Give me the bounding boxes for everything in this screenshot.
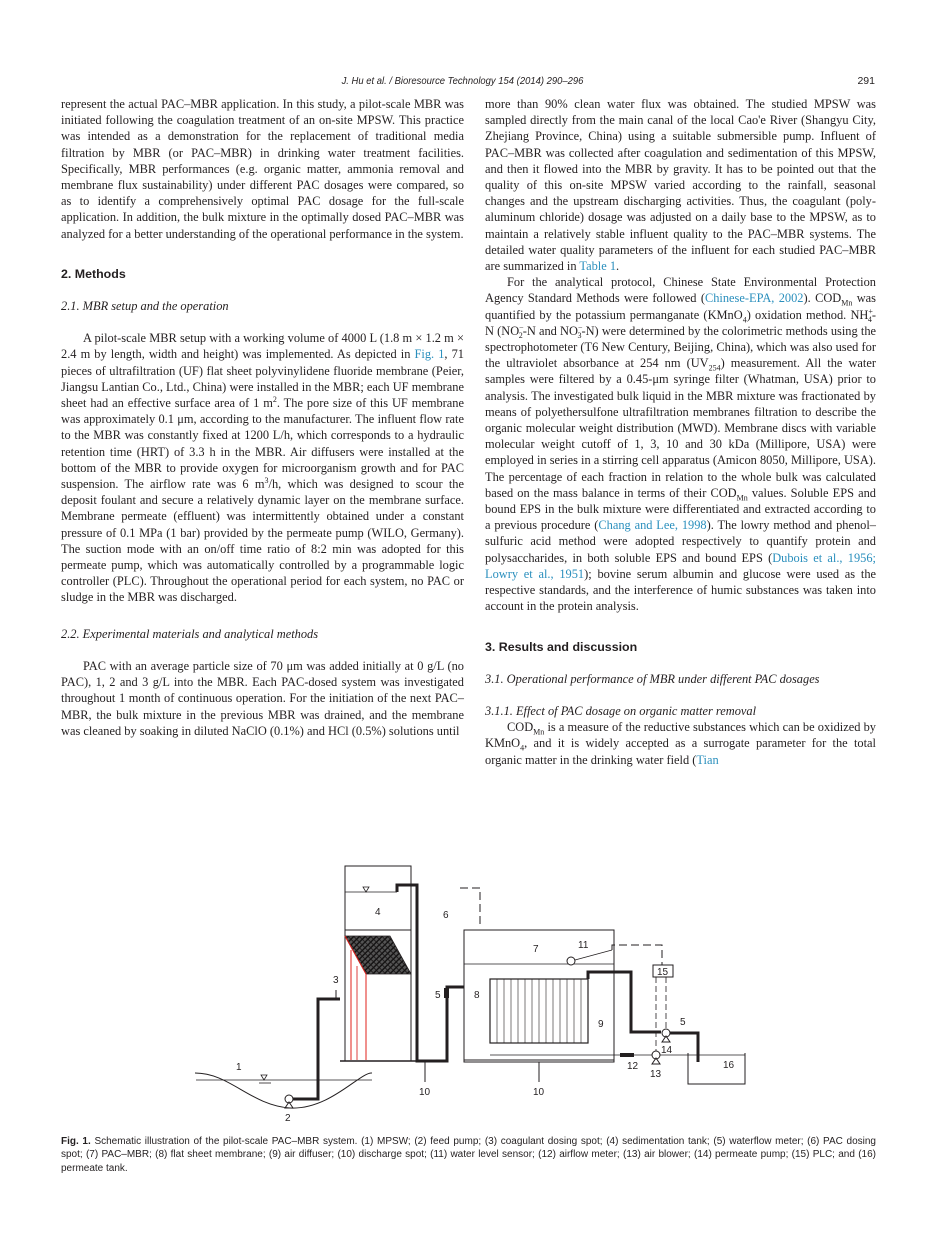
text-run: ) measurement. All the water samples were filtered by a 0.45-μm syringe filter (Whatman, USA) prior to analysis. The investigated bulk liquid in the MBR mixture was fractionated by means of polyethersulfone ultrafiltration membranes filtration to describe the organic molecular weight distribution (MWD). Membrane discs with variable molecular weight cutoff of 1, 3, 10 and 30 kDa (Millipore, USA) were employed in series in a stirring cell apparatus (Amicon 8050, Millipore, USA). The percentage of each fraction in relation to the whole bulk was calculated based on the mass balance in terms of their COD (485, 356, 876, 500)
fig1-link[interactable]: Fig. 1 (414, 347, 445, 362)
figure-1-schematic (180, 860, 900, 1130)
text-run: A pilot-scale MBR setup with a working volume of 4000 L (1.8 m × 1.2 m × 2.4 m by length, width and height) was implemented. As depicted in (61, 331, 464, 362)
label-5b: 5 (680, 1017, 686, 1028)
text-run: . (616, 259, 620, 274)
text-run: ); bovine serum albumin and glucose were used as the respective standards, and the interference of humic substances was taken into account in the protein analysis. (485, 566, 877, 614)
subscript: 254 (708, 363, 721, 373)
label-11: 11 (578, 940, 589, 951)
subscript: 4 (867, 315, 872, 325)
text-run: . The pore size of this UF membrane was approximately 0.1 μm, according to the manufacturer. The influent flow rate to the MBR was constantly fixed at 1200 L/h, which corresponds to a hydraulic retention time (HRT) of 3.3 h in the MBR. Air diffusers were installed at the bottom of the MBR to provide oxygen for microorganism growth and for PAC suspension. The airflow rate was 6 m (61, 396, 464, 492)
dubois-lowry-link[interactable]: Dubois et al., 1956; Lowry et al., 1951 (485, 550, 876, 581)
subscript: Mn (533, 727, 545, 737)
page-number: 291 (857, 75, 875, 87)
chang-lee-link[interactable]: Chang and Lee, 1998 (598, 518, 707, 533)
label-9: 9 (598, 1019, 604, 1030)
label-16: 16 (723, 1060, 735, 1071)
superscript: + (868, 306, 873, 316)
chinese-epa-link[interactable]: Chinese-EPA, 2002 (704, 291, 804, 306)
subscript: 3 (577, 331, 582, 341)
subscript: Mn (736, 493, 748, 503)
sedimentation-tank (340, 866, 431, 1061)
text-run: values. Soluble EPS and bound EPS in the bulk mixture were differentiated and extracted according to a previous procedure ( (485, 485, 876, 533)
subscript: Mn (841, 298, 853, 308)
subscript: 4 (742, 315, 747, 325)
text-run: -N (NO (485, 307, 876, 338)
feed-pump-icon (285, 1095, 293, 1108)
text-run: -N and NO (522, 323, 578, 338)
text-run: For the analytical protocol, Chinese State Environmental Protection Agency Standard Methods were followed ( (485, 275, 876, 306)
caption-label: Fig. 1. (61, 1136, 91, 1147)
text-run: more than 90% clean water flux was obtained. The studied MPSW was sampled directly from the main canal of the local Cao'e River (Shangyu City, Zhejiang Province, China) using a suitable submersible pump. Influent of PAC–MBR was collected after coagulation and sedimentation of this MPSW, and then it flowed into the MBR by gravity. It has to be pointed out that the quality of this on-site MPSW varied according to the rainfall, seasonal changes and the upstream discharging activities. Thus, the coagulant (poly-aluminum chloride) dosage was adjusted on a daily base to the MPSW, as to maintain a relatively stable influent quality to the PAC–MBR systems. The detailed water quality parameters of the influent for each studied PAC–MBR are summarized in (485, 97, 876, 274)
superscript: 2 (272, 394, 277, 404)
right-column (485, 96, 876, 768)
table1-link[interactable]: Table 1 (579, 259, 617, 274)
label-3: 3 (333, 975, 339, 986)
figure-caption (61, 1135, 876, 1175)
river-mpsw (195, 1073, 372, 1108)
subsection-heading-materials: 2.2. Experimental materials and analytical methods (61, 626, 319, 641)
running-head (0, 75, 925, 89)
label-5a: 5 (435, 990, 441, 1001)
sampling-paragraph (485, 96, 876, 274)
superscript: − (519, 322, 524, 332)
text-run: ) oxidation method. NH (746, 307, 869, 322)
text-run: ). The lowry method and phenol–sulfuric acid method were adopted respectively to quantify protein and polysaccharides, in both soluble EPS and bound EPS ( (485, 518, 876, 565)
subscript: 4 (520, 743, 525, 753)
tian-link[interactable]: Tian (696, 752, 719, 767)
caption-text: Schematic illustration of the pilot-scale PAC–MBR system. (1) MPSW; (2) feed pump; (3) coagulant dosing spot; (4) sedimentation tank; (5) waterflow meter; (6) PAC dosing spot; (7) PAC–MBR; (8) flat sheet membrane; (9) air diffuser; (10) discharge spot; (11) water level sensor; (12) airflow meter; (13) air blower; (14) permeate pump; (15) PLC; and (16) permeate tank. (61, 1136, 876, 1174)
label-2: 2 (285, 1113, 291, 1124)
text-run: , 71 pieces of ultrafiltration (UF) flat sheet polyvinylidene fluoride membrane (Peier, Jiangsu Lantian Co., Ltd., China) were installed in the MBR; each UF membrane sheet had an effective surface area of 1 m (61, 347, 464, 411)
label-1: 1 (236, 1062, 242, 1073)
text-run: , and it is widely accepted as a surrogate parameter for the total organic matter in the drinking water field ( (485, 736, 876, 767)
label-14: 14 (661, 1045, 673, 1056)
codmn-paragraph (485, 719, 876, 768)
subscript: 2 (518, 331, 523, 341)
label-13: 13 (650, 1069, 662, 1080)
text-run: COD (507, 720, 534, 735)
label-8: 8 (474, 990, 480, 1001)
intro-paragraph: represent the actual PAC–MBR application. In this study, a pilot-scale MBR was initiated following the coagulation treatment of an on-site MPSW. This practice was intended as a demonstration for the replacement of traditional media filtration by MBR (or PAC–MBR) in drinking water treatment facilities. Specifically, MBR performances (e.g. organic matter, ammonia removal and membrane flux sustainability) under different PAC dosages were compared, so as to identify a comprehensively optimal PAC dosage for the full-scale application. In addition, the bulk mixture in the optimally dosed PAC–MBR was analyzed for a better understanding of the operational performance in the system. (61, 97, 464, 241)
superscript: − (577, 322, 583, 332)
label-10a: 10 (419, 1087, 431, 1098)
subsection-heading-mbr-setup: 2.1. MBR setup and the operation (61, 299, 229, 314)
section-heading-results: 3. Results and discussion (485, 639, 638, 654)
mbr-setup-paragraph (61, 330, 464, 605)
text-run: was quantified by the potassium permanganate (KMnO (485, 291, 876, 322)
materials-paragraph: PAC with an average particle size of 70 μm was added initially at 0 g/L (no PAC), 1, 2 and 3 g/L into the MBR. Each PAC-dosed system was investigated throughout 1 month of continuous operation. For the initiation of the next PAC–MBR, the bulk mixture in the previous MBR was drained, and the membrane was cleaned by soaking in diluted NaClO (0.1%) and HCl (0.5%) solutions until (61, 658, 464, 738)
left-column (61, 96, 464, 739)
label-4: 4 (375, 907, 381, 918)
section-heading-methods: 2. Methods (61, 266, 126, 281)
subsection-heading-operational-performance: 3.1. Operational performance of MBR under different PAC dosages (485, 671, 820, 686)
label-10b: 10 (533, 1087, 545, 1098)
text-run: /h, which was designed to scour the deposit foulant and secure a relatively dynamic layer on the membrane surface. Membrane permeate (effluent) was intermittently obtained under a constant pressure of 0.1 MPa (1 bar) provided by the permeate pump (WILO, Germany). The suction mode with an on/off time ratio of 8:2 min was adopted for this permeate pump, which was automatically controlled by a programmable logic controller (PLC). Throughout the operational period for each system, no PAC or sludge in the MBR was discharged. (61, 477, 464, 605)
text-run: ). COD (803, 291, 842, 306)
label-15: 15 (657, 967, 669, 978)
label-7: 7 (533, 944, 539, 955)
label-12: 12 (627, 1061, 639, 1072)
text-run: -N) were determined by the colorimetric methods using the spectrophotometer (T6 New Century, Beijing, China), which was also used for the ultraviolet absorbance at 254 nm (UV (485, 323, 877, 371)
subsubsection-heading-organic-removal: 3.1.1. Effect of PAC dosage on organic matter removal (485, 703, 757, 718)
label-6: 6 (443, 910, 449, 921)
text-run: is a measure of the reductive substances which can be oxidized by KMnO (485, 720, 876, 751)
journal-citation: J. Hu et al. / Bioresource Technology 154 (2014) 290–296 (341, 75, 584, 87)
analytical-protocol-paragraph (485, 274, 876, 614)
superscript: 3 (264, 475, 269, 485)
